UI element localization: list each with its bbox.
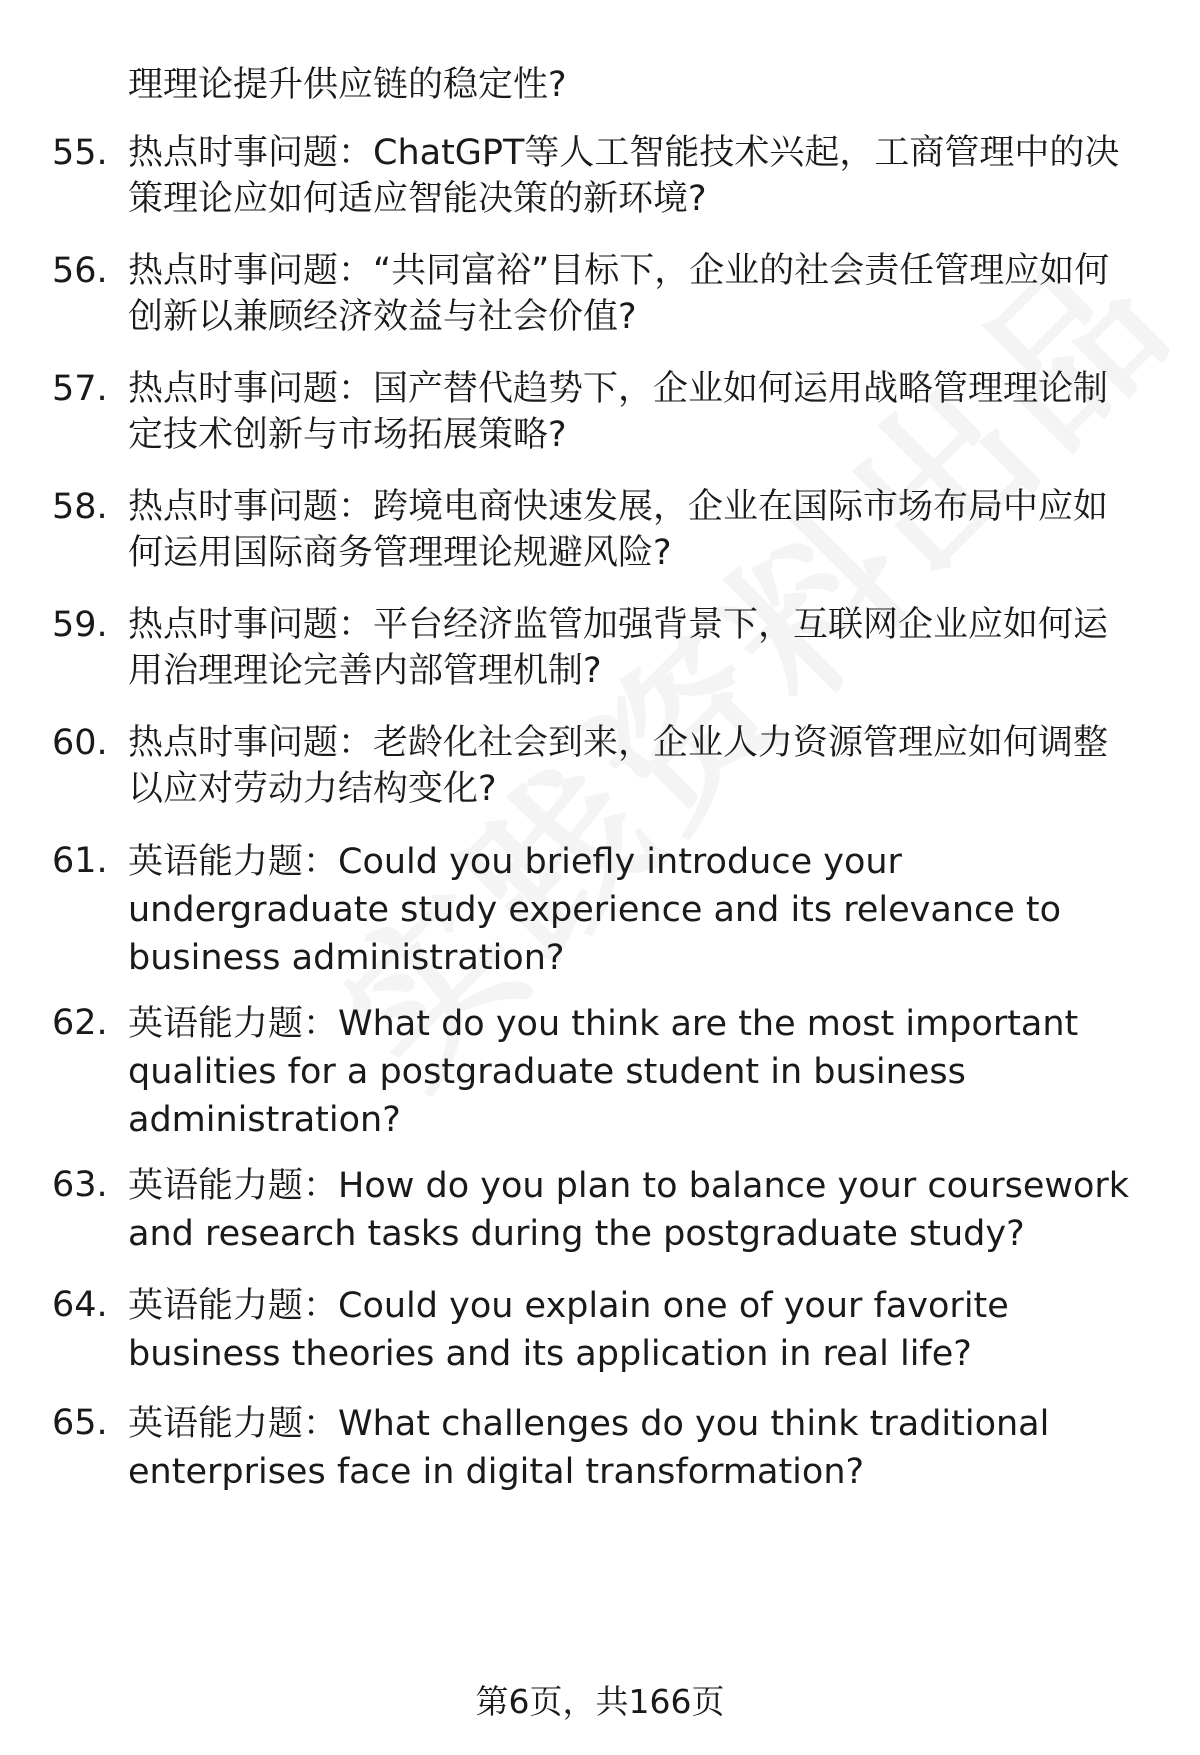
item-text: 英语能力题：How do you plan to balance your coursework and research tasks during the postgraduate study?	[128, 1166, 1130, 1254]
item-number: 60.	[52, 723, 108, 763]
item-text: 热点时事问题：平台经济监管加强背景下，互联网企业应如何运用治理理论完善内部管理机制?	[128, 605, 1109, 691]
item-number: 64.	[52, 1285, 108, 1325]
item-text: 热点时事问题：老龄化社会到来，企业人力资源管理应如何调整以应对劳动力结构变化?	[128, 723, 1109, 809]
item-number: 57.	[52, 369, 108, 409]
item-number: 55.	[52, 133, 108, 173]
item-number: 63.	[52, 1165, 108, 1205]
item-number: 65.	[52, 1403, 108, 1443]
item-number: 58.	[52, 487, 108, 527]
item-text: 热点时事问题：ChatGPT等人工智能技术兴起，工商管理中的决策理论应如何适应智能决策的新环境?	[128, 133, 1120, 219]
item-text: 热点时事问题：跨境电商快速发展，企业在国际市场布局中应如何运用国际商务管理理论规避风险?	[128, 487, 1109, 573]
item-text: 热点时事问题：国产替代趋势下，企业如何运用战略管理理论制定技术创新与市场拓展策略?	[128, 369, 1109, 455]
item-number: 59.	[52, 605, 108, 645]
item-number: 62.	[52, 1003, 108, 1043]
item-text: 英语能力题：Could you briefly introduce your undergraduate study experience and its relevance to business administration?	[128, 842, 1062, 978]
item-text: 热点时事问题：“共同富裕”目标下，企业的社会责任管理应如何创新以兼顾经济效益与社会价值?	[128, 251, 1110, 337]
item-number: 56.	[52, 251, 108, 291]
item-text: 英语能力题：What do you think are the most important qualities for a postgraduate student in business administration?	[128, 1004, 1079, 1140]
item-text: 英语能力题：What challenges do you think traditional enterprises face in digital transformation?	[128, 1404, 1050, 1492]
item-text: 英语能力题：Could you explain one of your favorite business theories and its application in real life?	[128, 1286, 1009, 1374]
continuation-text: 理理论提升供应链的稳定性?	[128, 65, 567, 105]
item-number: 61.	[52, 841, 108, 881]
page-number-footer: 第6页，共166页	[475, 1682, 725, 1721]
